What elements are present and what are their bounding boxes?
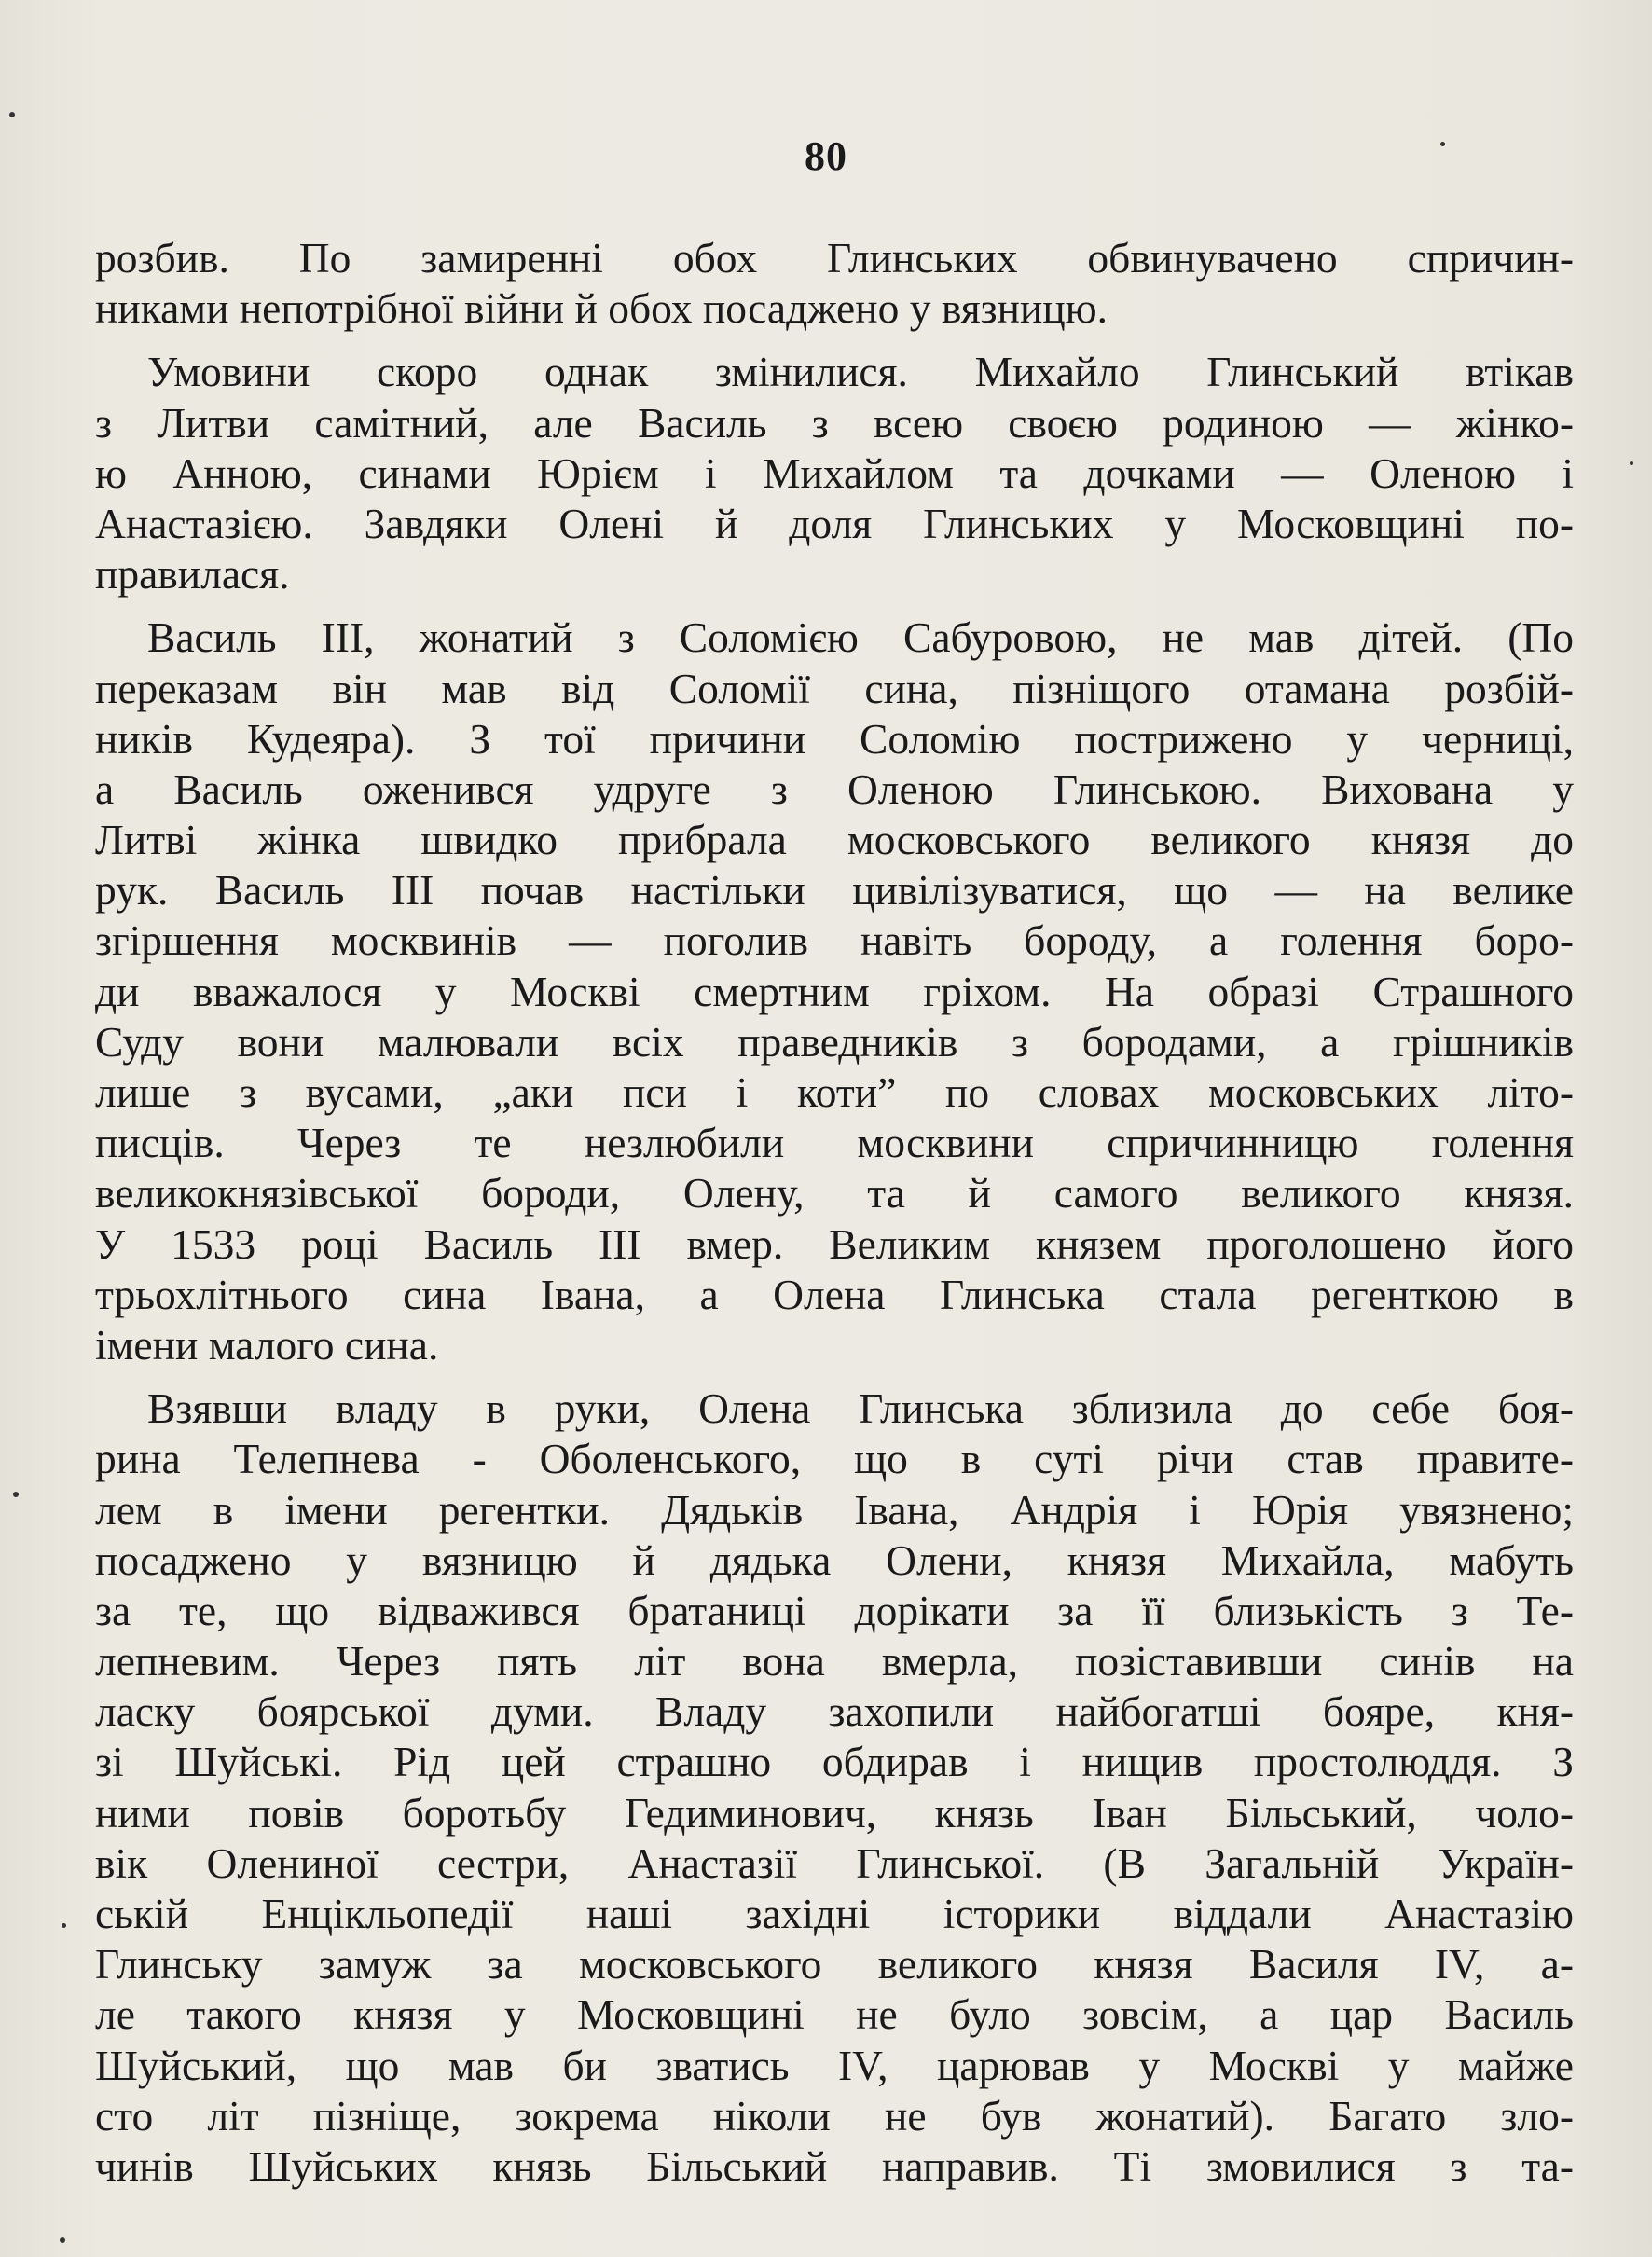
text-line: переказам він мав від Соломії сина, пізніщого отамана розбій- (95, 664, 1574, 712)
text-line: никами непотрібної війни й обох посаджено у вязницю. (95, 284, 1108, 333)
paragraph-4 (95, 1383, 1574, 2192)
print-speck (60, 2237, 65, 2243)
paragraph-3 (95, 612, 1574, 1370)
paragraph-2 (95, 347, 1574, 599)
text-line: рук. Василь III почав настільки цивілізуватися, що — на велике (95, 866, 1574, 915)
text-line: розбив. По замиренні обох Глинських обвинувачено спричин- (95, 234, 1574, 282)
text-line: У 1533 році Василь III вмер. Великим князем проголошено його (95, 1219, 1574, 1268)
text-line: ю Анною, синами Юрієм і Михайлом та дочками — Оленою і (95, 448, 1574, 497)
print-speck (62, 1923, 66, 1928)
text-line: а Василь оженився удруге з Оленою Глинською. Вихована у (95, 764, 1574, 813)
text-line: Взявши владу в руки, Олена Глинська зблизила до себе боя- (147, 1384, 1574, 1433)
text-line: вік Олениної сестри, Анастазії Глинської. (В Загальній Україн- (95, 1838, 1574, 1887)
text-line: згіршення москвинів — поголив навіть бороду, а голення боро- (95, 916, 1574, 965)
text-line: ській Енцікльопедії наші західні історики віддали Анастазію (95, 1890, 1574, 1937)
text-line: за те, що відважився братаниці дорікати за її близькість з Те- (95, 1586, 1574, 1634)
text-line: великокнязівської бороди, Олену, та й самого великого князя. (95, 1169, 1574, 1218)
text-line: імени малого сина. (95, 1320, 439, 1369)
text-line: Шуйський, що мав би зватись IV, царював у Москві у майже (95, 2041, 1574, 2089)
text-line: зі Шуйські. Рід цей страшно обдирав і нищив простолюддя. З (95, 1738, 1574, 1786)
text-line: ди вважалося у Москві смертним гріхом. На образі Страшного (95, 967, 1574, 1015)
text-line: ними повів боротьбу Гедиминович, князь Іван Більський, чоло- (95, 1788, 1574, 1837)
text-line: ле такого князя у Московщині не було зовсім, а цар Василь (95, 1990, 1574, 2039)
text-line: правилася. (95, 550, 290, 599)
text-line: посаджено у вязницю й дядька Олени, князя Михайла, мабуть (95, 1535, 1574, 1584)
text-line: Анастазією. Завдяки Олені й доля Глинських у Московщині по- (95, 499, 1574, 547)
text-line: ласку боярської думи. Владу захопили найбогатші бояре, кня- (95, 1687, 1574, 1736)
page-number: 80 (805, 133, 847, 179)
print-speck (9, 112, 15, 117)
text-line: Умовини скоро однак змінилися. Михайло Глинський втікав (147, 348, 1574, 396)
text-line: писців. Через те незлюбили москвини спричинницю голення (95, 1119, 1574, 1167)
text-line: сто літ пізніще, зокрема ніколи не був жонатий). Багато зло- (95, 2091, 1574, 2140)
text-line: Василь III, жонатий з Соломією Сабуровою, не мав дітей. (По (147, 613, 1574, 662)
text-line: Суду вони малювали всіх праведників з бородами, а грішників (95, 1017, 1574, 1066)
text-line: Глинську замуж за московського великого князя Василя IV, а- (95, 1940, 1574, 1989)
text-line: лепневим. Через пять літ вона вмерла, позіставивши синів на (95, 1637, 1574, 1686)
text-line: чинів Шуйських князь Більський направив. Ті змовилися з та- (95, 2141, 1574, 2190)
print-speck (1440, 142, 1445, 146)
text-line: лише з вусами, „аки пси і коти” по словах московських літо- (95, 1068, 1574, 1116)
print-speck (1630, 461, 1633, 465)
paragraph-1 (95, 233, 1574, 334)
text-line: рина Телепнева - Оболенського, що в суті річи став правите- (95, 1435, 1574, 1483)
body-text (95, 233, 1574, 2192)
text-line: Литві жінка швидко прибрала московського великого князя до (95, 816, 1574, 864)
text-line: з Литви самітний, але Василь з всею своєю родиною — жінко- (95, 398, 1574, 447)
text-line: ників Кудеяра). З тої причини Соломію пострижено у черниці, (95, 714, 1574, 763)
text-line: лем в імени регентки. Дядьків Івана, Андрія і Юрія увязнено; (95, 1485, 1574, 1534)
print-speck (13, 1492, 19, 1497)
text-line: трьохлітнього сина Івана, а Олена Глинська стала регенткою в (95, 1270, 1574, 1318)
